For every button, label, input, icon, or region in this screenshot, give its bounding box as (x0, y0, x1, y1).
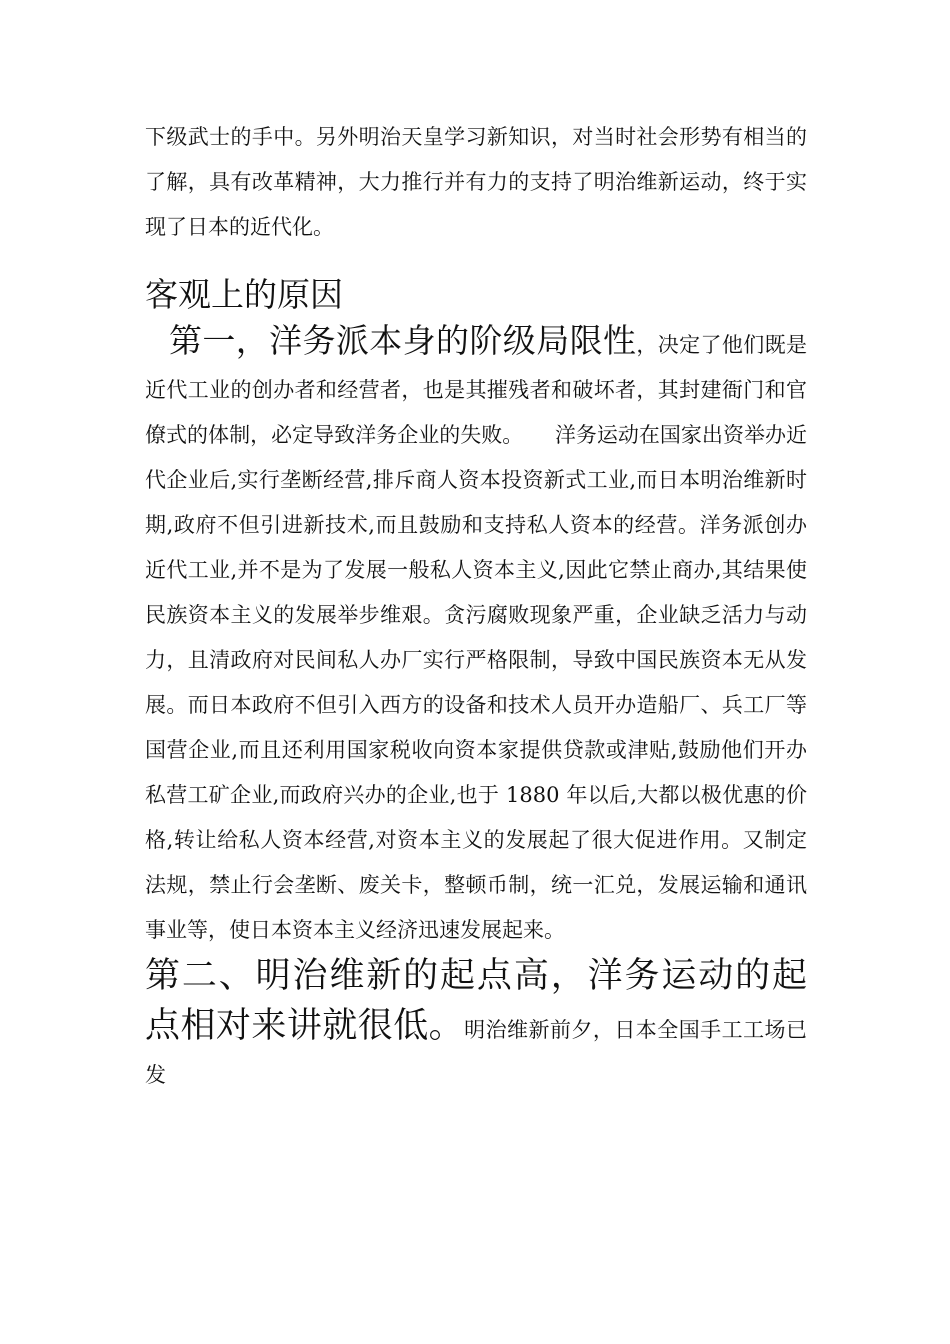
point-one-text: ，决定了他们既是近代工业的创办者和经营者，也是其摧残者和破坏者，其封建衙门和官僚式的体制，必定导致洋务企业的失败。 洋务运动在国家出资举办近代企业后,实行垄断经营,排斥商人资本投资新式工业,而日本明治维新时期,政府不但引进新技术,而且鼓励和支持私人资本的经营。洋务派创办近代工业,并不是为了发展一般私人资本主义,因此它禁止商办,其结果使民族资本主义的发展举步维艰。贪污腐败现象严重，企业缺乏活力与动力，且清政府对民间私人办厂实行严格限制，导致中国民族资本无从发展。而日本政府不但引入西方的设备和技术人员开办造船厂、兵工厂等国营企业,而且还利用国家税收向资本家提供贷款或津贴,鼓励他们开办私营工矿企业,而政府兴办的企业,也于 1880 年以后,大都以极优惠的价格,转让给私人资本经营,对资本主义的发展起了很大促进作用。又制定法规，禁止行会垄断、废关卡，整顿币制，统一汇兑，发展运输和通讯事业等，使日本资本主义经济迅速发展起来。 (145, 333, 808, 942)
document-body (145, 115, 807, 1098)
section-heading: 客观上的原因 (145, 275, 343, 314)
point-two-paragraph (145, 953, 807, 1098)
intro-paragraph: 下级武士的手中。另外明治天皇学习新知识，对当时社会形势有相当的了解，具有改革精神，大力推行并有力的支持了明治维新运动，终于实现了日本的近代化。 (145, 125, 807, 239)
point-one-heading: 第一，洋务派本身的阶级局限性 (169, 321, 637, 360)
point-one-paragraph (145, 318, 807, 953)
paragraph-gap (145, 250, 807, 272)
point-two-heading: 第二、明治维新的起点高，洋务运动的起点相对来讲就很低。 (145, 956, 807, 1046)
point-two-text: 明治维新前夕，日本全国手工工场已发 (145, 1018, 807, 1087)
